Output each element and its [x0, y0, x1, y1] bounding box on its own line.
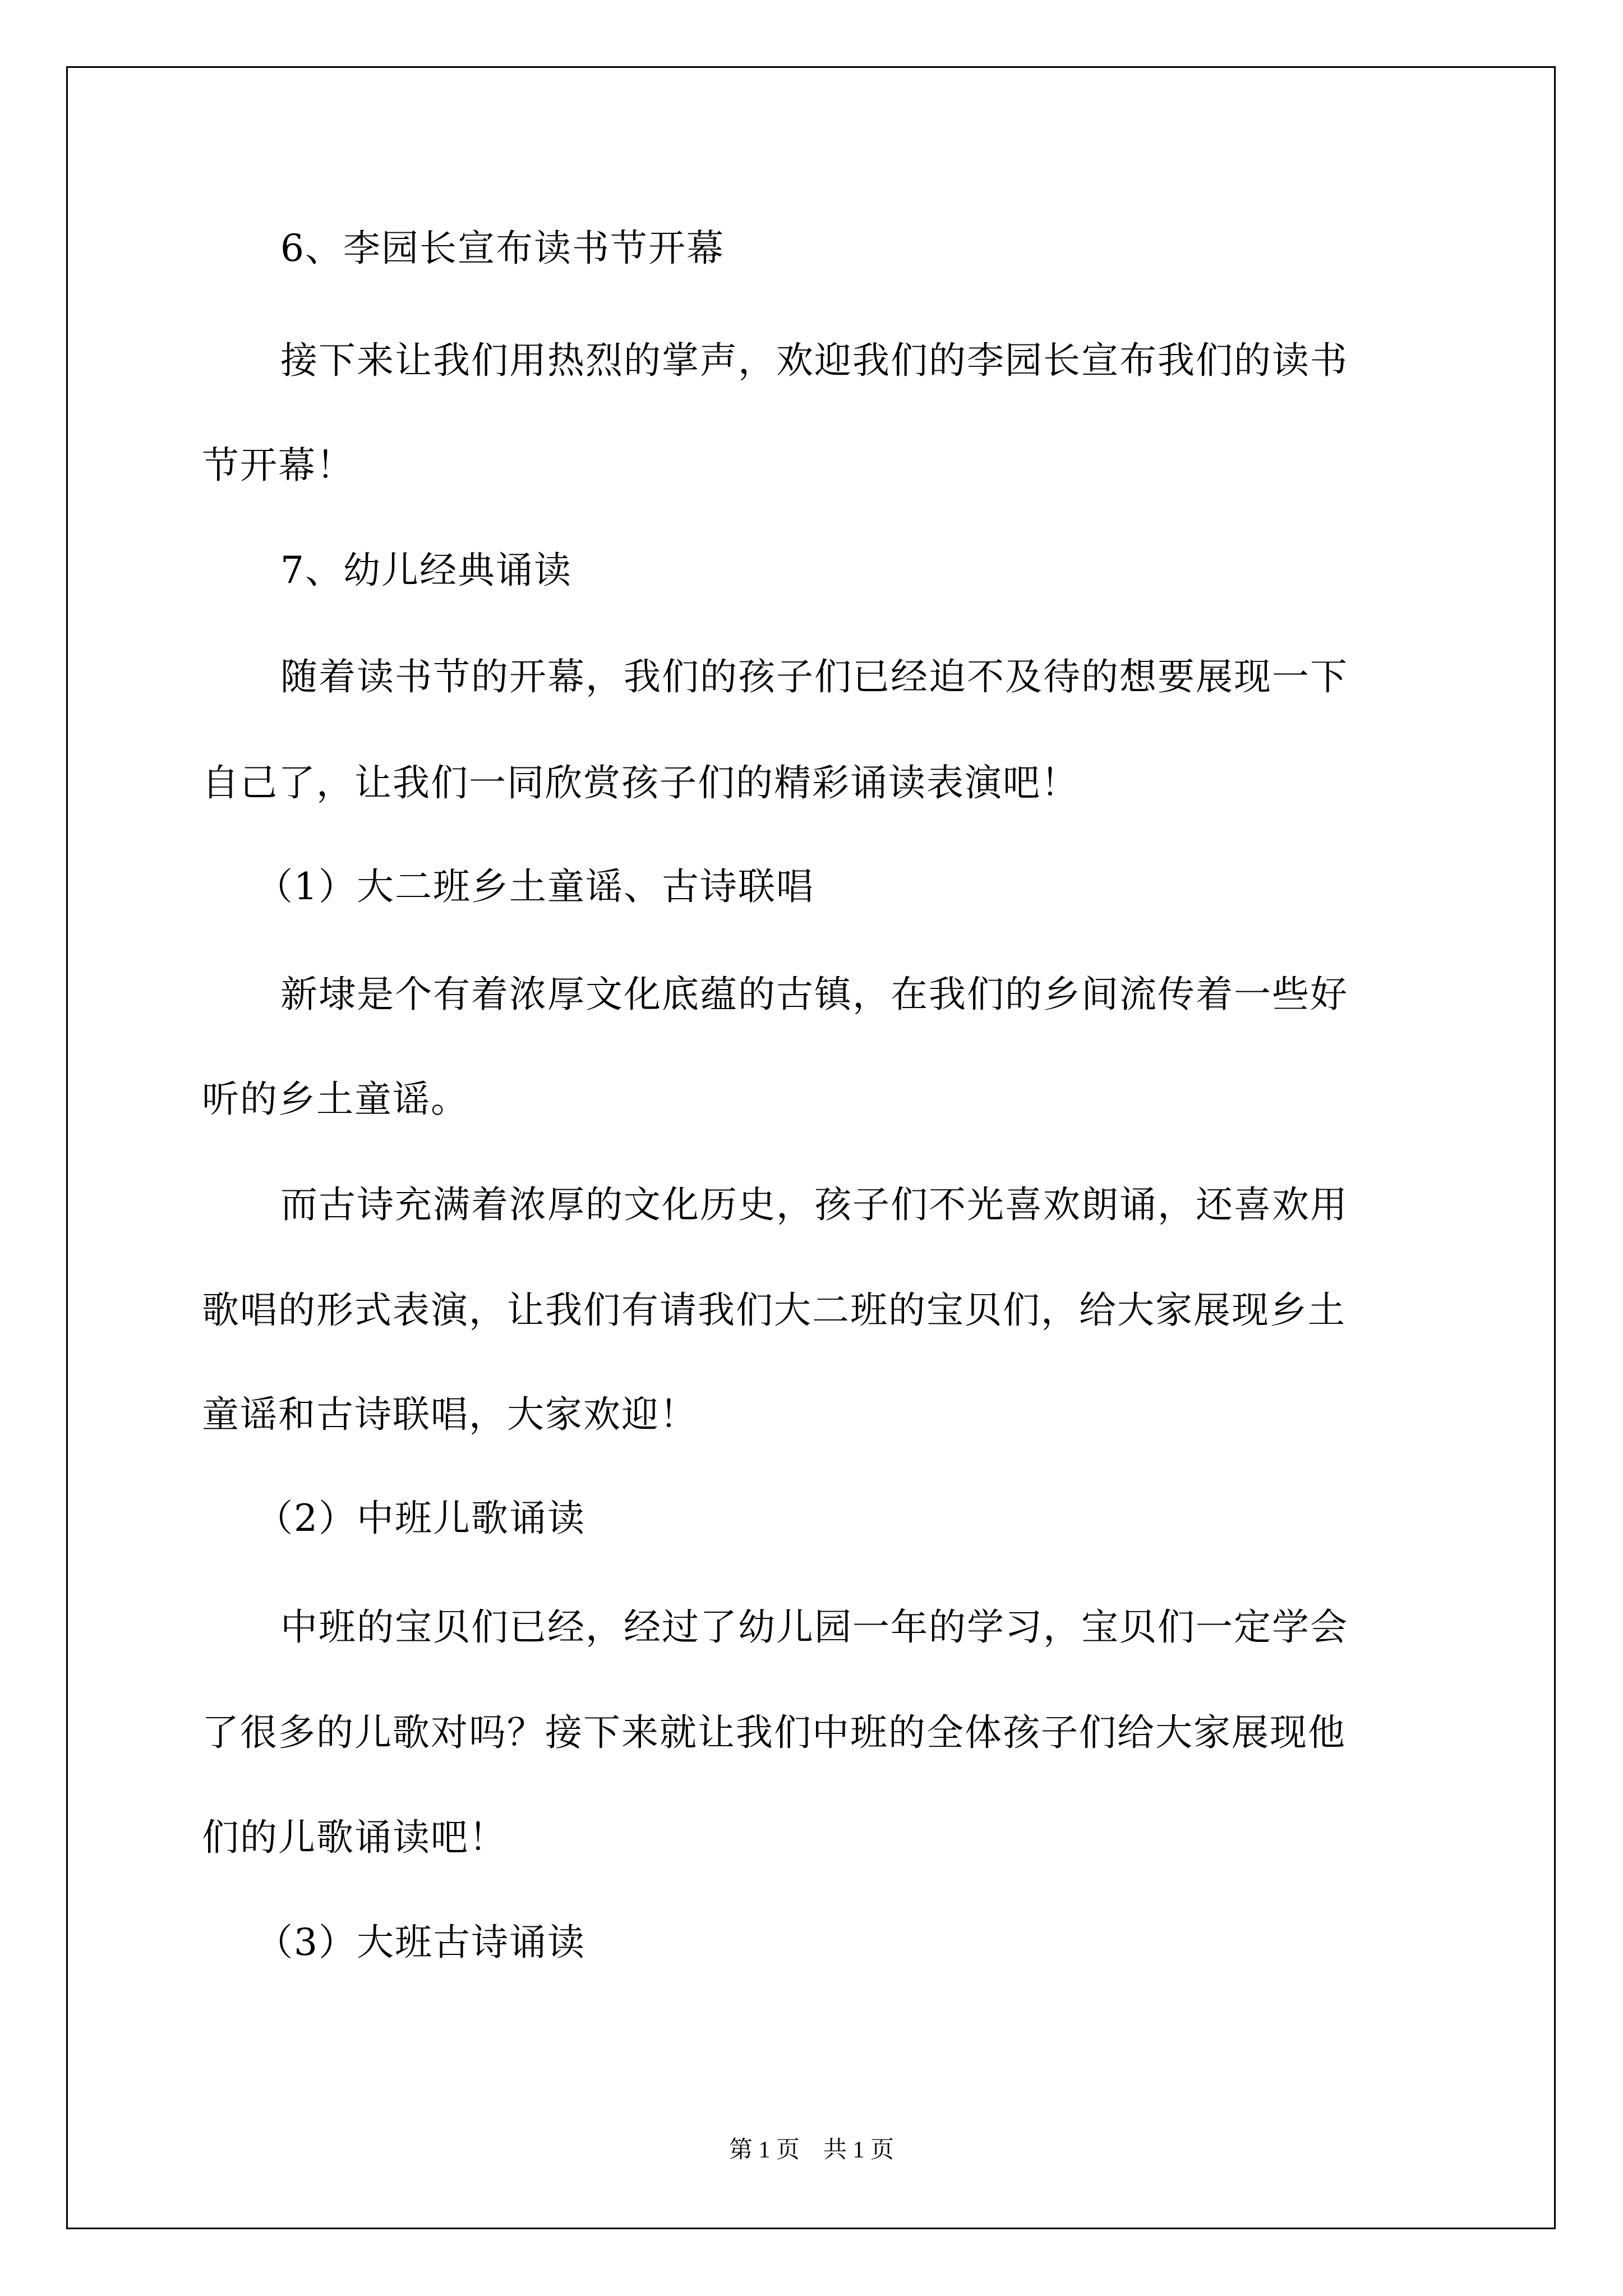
paragraph-line: 中班的宝贝们已经，经过了幼儿园一年的学习，宝贝们一定学会	[280, 1605, 1348, 1649]
paragraph-line: 歌唱的形式表演，让我们有请我们大二班的宝贝们，给大家展现乡土	[202, 1289, 1346, 1332]
subsection-heading-2: （2）中班儿歌诵读	[256, 1497, 585, 1540]
paragraph-line: 随着读书节的开幕，我们的孩子们已经迫不及待的想要展现一下	[280, 655, 1348, 698]
paragraph-line: 童谣和古诗联唱，大家欢迎！	[202, 1393, 698, 1436]
page-footer: 第 1 页 共 1 页	[728, 2137, 894, 2163]
subsection-heading-1: （1）大二班乡土童谣、古诗联唱	[256, 865, 814, 908]
paragraph-line: 自己了，让我们一同欣赏孩子们的精彩诵读表演吧！	[202, 761, 1079, 804]
paragraph-line: 听的乡土童谣。	[202, 1078, 469, 1121]
subsection-heading-3: （3）大班古诗诵读	[256, 1921, 585, 1964]
paragraph-line: 新埭是个有着浓厚文化底蕴的古镇，在我们的乡间流传着一些好	[280, 973, 1348, 1016]
paragraph-line: 节开幕！	[202, 444, 354, 487]
section-heading-7: 7、幼儿经典诵读	[280, 549, 572, 592]
paragraph-line: 了很多的儿歌对吗？接下来就让我们中班的全体孩子们给大家展现他	[202, 1711, 1346, 1754]
paragraph-line: 们的儿歌诵读吧！	[202, 1816, 507, 1859]
paragraph-line: 而古诗充满着浓厚的文化历史，孩子们不光喜欢朗诵，还喜欢用	[280, 1183, 1348, 1226]
paragraph-line: 接下来让我们用热烈的掌声，欢迎我们的李园长宣布我们的读书	[280, 339, 1348, 382]
page-border	[66, 66, 1556, 2229]
section-heading-6: 6、李园长宣布读书节开幕	[280, 227, 725, 270]
